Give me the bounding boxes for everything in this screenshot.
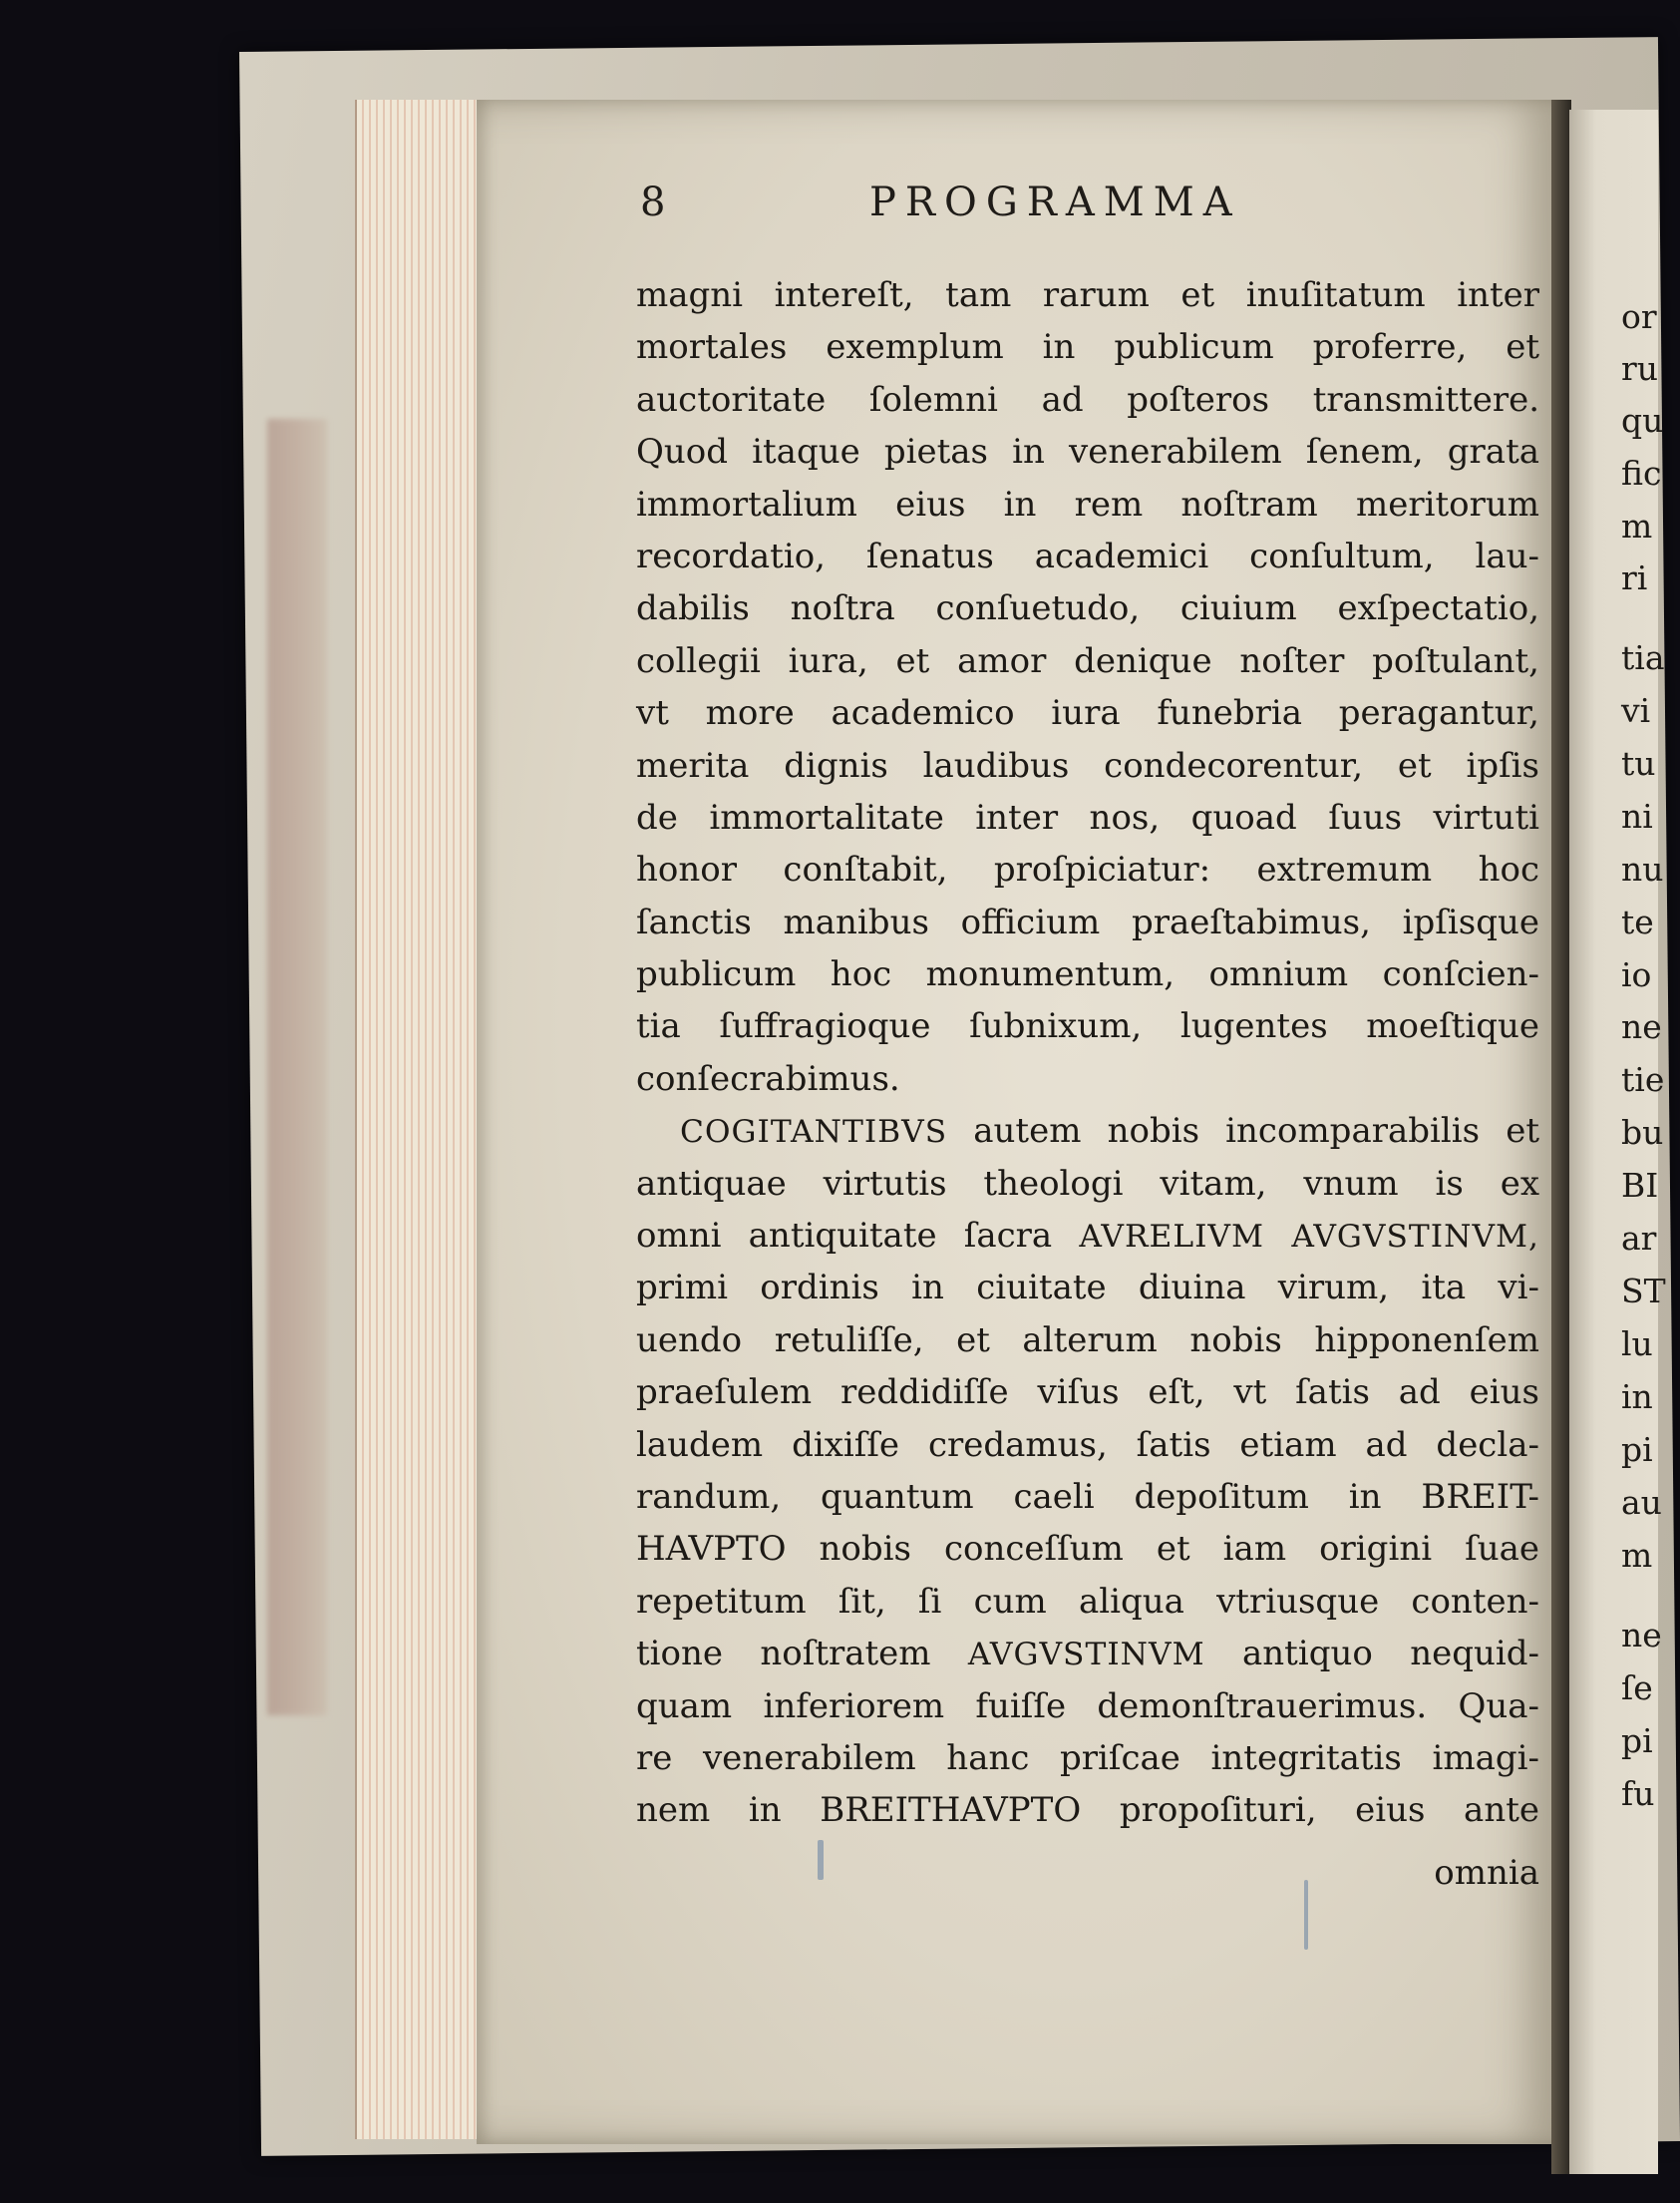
facing-fragment: ne [1621, 1616, 1662, 1654]
page-number: 8 [640, 180, 666, 225]
text-line [636, 1105, 1539, 1157]
facing-fragment: lu [1621, 1324, 1653, 1363]
text-line: HAVPTO nobis conceſſum et iam origini ſuae [636, 1529, 1539, 1570]
text-line: mortales exemplum in publicum proferre, et [636, 327, 1539, 368]
facing-fragment: ri [1621, 558, 1648, 597]
page-body [636, 269, 1539, 1837]
text-line: auctoritate ſolemni ad poſteros transmittere. [636, 379, 1539, 420]
facing-fragment: fu [1621, 1774, 1655, 1813]
facing-fragment: vi [1621, 691, 1651, 730]
text-line: ſanctis manibus officium praeſtabimus, ipſisque [636, 902, 1539, 942]
text-line: vt more academico iura funebria peragantur, [636, 693, 1539, 734]
facing-fragment: ru [1621, 349, 1659, 388]
text-line: randum, quantum caeli depoſitum in BREIT- [636, 1476, 1539, 1517]
line-text: autem nobis incomparabilis et [973, 1111, 1539, 1152]
text-line: Quod itaque pietas in venerabilem ſenem, grata [636, 432, 1539, 473]
facing-fragment: qu [1621, 401, 1664, 440]
lead-word: COGITANTIBVS [680, 1114, 948, 1151]
facing-fragment: au [1621, 1483, 1662, 1522]
page-edges [355, 100, 487, 2139]
facing-fragment: te [1621, 903, 1654, 941]
text-line: recordatio, ſenatus academici conſultum, lau- [636, 536, 1539, 576]
facing-fragment: nu [1621, 850, 1664, 889]
text-line: primi ordinis in ciuitate diuina virum, ita vi- [636, 1268, 1539, 1308]
facing-fragment: ne [1621, 1007, 1662, 1046]
facing-fragment: pi [1621, 1430, 1653, 1469]
ink-stain [1304, 1880, 1308, 1950]
facing-fragment: ſe [1621, 1668, 1653, 1707]
facing-fragment: pi [1621, 1721, 1653, 1760]
text-line: magni intereſt, tam rarum et inuſitatum inter [636, 275, 1539, 315]
book-gutter [1551, 100, 1571, 2174]
text-line: tia ſuffragioque ſubnixum, lugentes moeſtique [636, 1006, 1539, 1047]
text-line: re venerabilem hanc priſcae integritatis imagi- [636, 1737, 1539, 1778]
text-line: quam inferiorem fuiſſe demonſtrauerimus. Qua- [636, 1685, 1539, 1726]
facing-fragment: tie [1621, 1060, 1665, 1099]
text-line: immortalium eius in rem noſtram meritorum [636, 484, 1539, 525]
text-line [636, 1628, 1539, 1679]
paragraph-1 [636, 269, 1539, 1105]
text-line: praeſulem reddidiſſe viſus eſt, vt ſatis ad eius [636, 1372, 1539, 1413]
text-line: conſecrabimus. [636, 1058, 900, 1099]
facing-fragment: tu [1621, 744, 1656, 783]
facing-fragment: ar [1621, 1219, 1657, 1258]
text-line: nem in BREITHAVPTO propoſituri, eius ante [636, 1790, 1539, 1831]
facing-fragment: in [1621, 1377, 1653, 1416]
name-small-caps: AVGVSTINVM [967, 1637, 1205, 1673]
text-line: repetitum ſit, ſi cum aliqua vtriusque conten- [636, 1581, 1539, 1622]
line-text: antiquo nequid- [1242, 1634, 1539, 1674]
text-line: uendo retuliſſe, et alterum nobis hipponenſem [636, 1319, 1539, 1360]
facing-fragment: bu [1621, 1113, 1664, 1152]
text-line: honor conſtabit, proſpiciatur: extremum hoc [636, 850, 1539, 891]
text-line [636, 1210, 1539, 1262]
text-line: dabilis noſtra conſuetudo, ciuium exſpectatio, [636, 588, 1539, 629]
page-header [638, 180, 1336, 239]
line-text: omni antiquitate ſacra [636, 1216, 1053, 1257]
paragraph-2 [636, 1105, 1539, 1836]
facing-fragment: tia [1621, 638, 1665, 677]
facing-fragment: ni [1621, 797, 1653, 836]
text-line: collegii iura, et amor denique noſter poſtulant, [636, 640, 1539, 681]
facing-fragment: or [1621, 297, 1657, 336]
ink-stain [818, 1840, 824, 1880]
running-title: PROGRAMMA [869, 180, 1241, 225]
facing-fragment: ST [1621, 1272, 1666, 1310]
line-text: tione noſtratem [636, 1634, 931, 1674]
facing-fragment: io [1621, 955, 1652, 994]
facing-fragment: m [1621, 1536, 1653, 1575]
text-line: de immortalitate inter nos, quoad ſuus virtuti [636, 797, 1539, 838]
name-small-caps: AVRELIVM AVGVSTINVM, [1079, 1219, 1539, 1256]
text-line: publicum hoc monumentum, omnium conſcien- [636, 954, 1539, 995]
facing-fragment: BI [1621, 1166, 1659, 1205]
text-line: merita dignis laudibus condecorentur, et ipſis [636, 745, 1539, 786]
facing-fragment: fic [1621, 454, 1662, 493]
facing-fragment: m [1621, 507, 1653, 546]
text-line: laudem dixiſſe credamus, ſatis etiam ad decla- [636, 1424, 1539, 1465]
catchword: omnia [1434, 1853, 1539, 1893]
text-line: antiquae virtutis theologi vitam, vnum is ex [636, 1163, 1539, 1204]
cover-wear-mark [267, 419, 327, 1715]
